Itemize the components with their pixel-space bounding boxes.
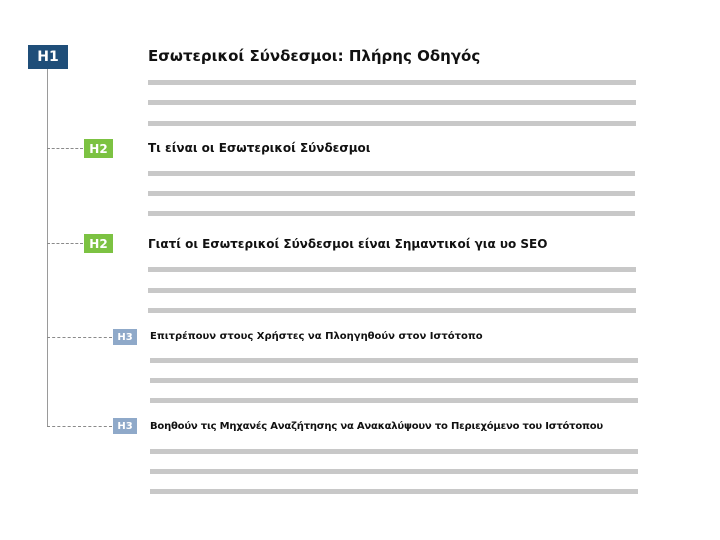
text-placeholder-line xyxy=(148,267,636,272)
h1-title: Εσωτερικοί Σύνδεσμοι: Πλήρης Οδηγός xyxy=(148,47,481,65)
h2-badge: H2 xyxy=(84,234,113,253)
section-title: Γιατί οι Εσωτερικοί Σύνδεσμοι είναι Σημαντικοί για υο SEO xyxy=(148,237,548,251)
section-title: Επιτρέπουν στους Χρήστες να Πλοηγηθούν στον Ιστότοπο xyxy=(150,331,483,342)
text-placeholder-line xyxy=(148,191,635,196)
text-placeholder-line xyxy=(148,80,636,85)
text-placeholder-line xyxy=(148,121,636,126)
text-placeholder-line xyxy=(148,100,636,105)
text-placeholder-line xyxy=(150,378,638,383)
tree-branch-line xyxy=(47,337,112,338)
text-placeholder-line xyxy=(150,398,638,403)
text-placeholder-line xyxy=(148,211,635,216)
h3-badge: H3 xyxy=(113,418,137,434)
text-placeholder-line xyxy=(148,171,635,176)
text-placeholder-line xyxy=(150,449,638,454)
text-placeholder-line xyxy=(150,489,638,494)
tree-branch-line xyxy=(47,243,83,244)
h2-badge: H2 xyxy=(84,139,113,158)
section-title: Τι είναι οι Εσωτερικοί Σύνδεσμοι xyxy=(148,141,371,155)
tree-branch-line xyxy=(47,426,112,427)
h1-badge: H1 xyxy=(28,45,68,69)
text-placeholder-line xyxy=(148,288,636,293)
text-placeholder-line xyxy=(148,308,636,313)
tree-branch-line xyxy=(47,148,83,149)
text-placeholder-line xyxy=(150,469,638,474)
tree-trunk-line xyxy=(47,69,48,427)
h3-badge: H3 xyxy=(113,329,137,345)
text-placeholder-line xyxy=(150,358,638,363)
section-title: Βοηθούν τις Μηχανές Αναζήτησης να Ανακαλύψουν το Περιεχόμενο του Ιστότοπου xyxy=(150,421,603,432)
